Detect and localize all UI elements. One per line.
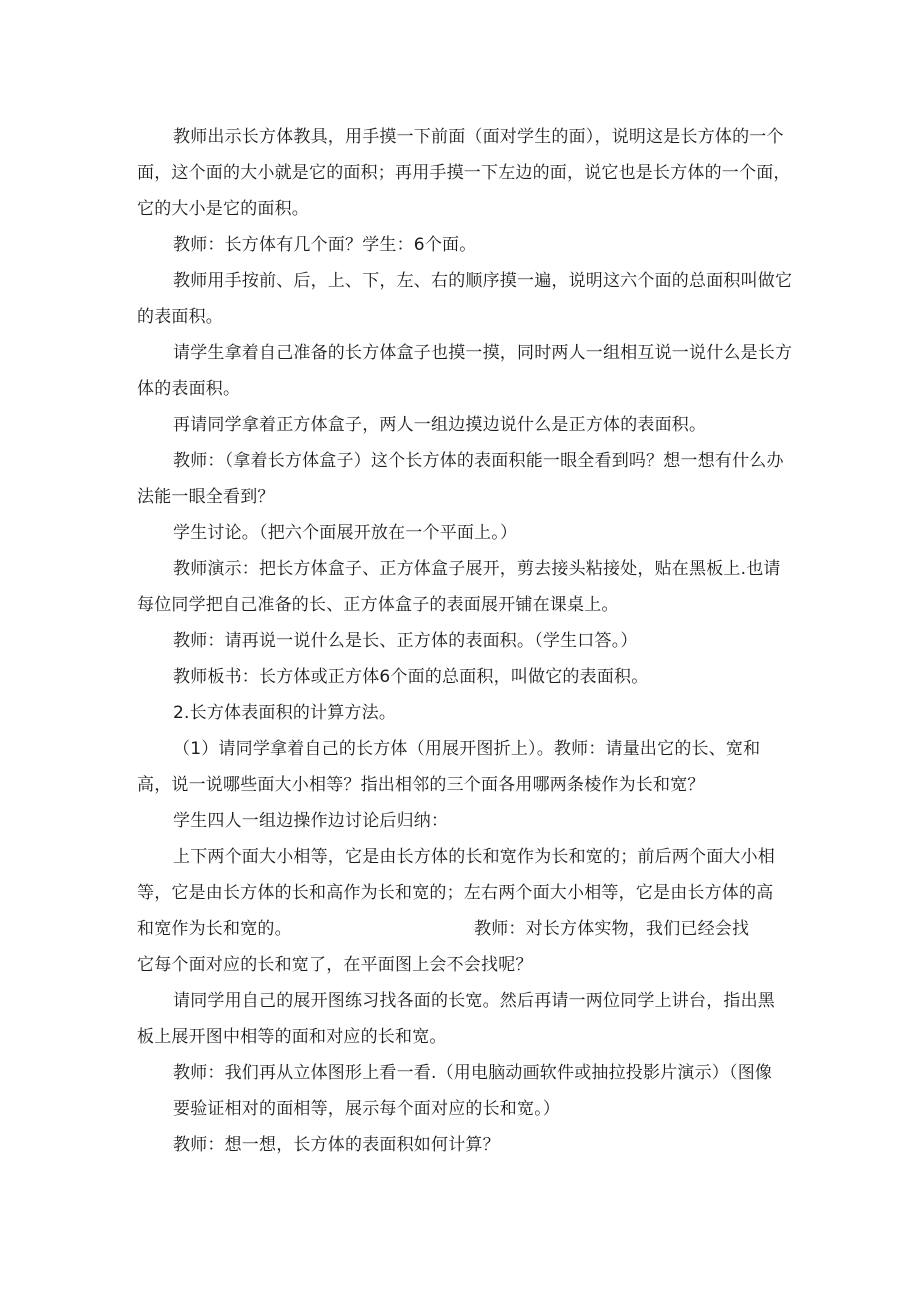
- paragraph-6-line-1: 教师：（拿着长方体盒子）这个长方体的表面积能一眼全看到吗？想一想有什么办: [173, 451, 784, 471]
- paragraph-10-line-1: 教师板书：长方体或正方体6个面的总面积，叫做它的表面积。: [173, 667, 649, 687]
- paragraph-4-line-2: 体的表面积。: [137, 379, 241, 399]
- paragraph-14-line-1: 上下两个面大小相等，它是由长方体的长和宽作为长和宽的；前后两个面大小相: [173, 847, 775, 867]
- paragraph-2-line-1: 教师：长方体有几个面？学生：6个面。: [173, 235, 477, 255]
- paragraph-3-line-1: 教师用手按前、后，上、下，左、右的顺序摸一遍，说明这六个面的总面积叫做它: [173, 271, 793, 291]
- paragraph-16-line-2: 要验证相对的面相等，展示每个面对应的长和宽。）: [173, 1099, 561, 1119]
- paragraph-8-line-1: 教师演示：把长方体盒子、正方体盒子展开，剪去接头粘接处，贴在黑板上.也请: [173, 559, 781, 579]
- paragraph-8-line-2: 每位同学把自己准备的长、正方体盒子的表面展开铺在课桌上。: [137, 595, 619, 615]
- paragraph-7-line-1: 学生讨论。（把六个面展开放在一个平面上。）: [173, 523, 518, 543]
- paragraph-1-line-1: 教师出示长方体教具，用手摸一下前面（面对学生的面），说明这是长方体的一个: [173, 127, 784, 147]
- paragraph-5-line-1: 再请同学拿着正方体盒子，两人一组边摸边说什么是正方体的表面积。: [173, 415, 707, 435]
- paragraph-9-line-1: 教师：请再说一说什么是长、正方体的表面积。（学生口答。）: [173, 631, 638, 651]
- paragraph-14-line-3-continued: 教师：对长方体实物，我们已经会找: [474, 919, 750, 939]
- paragraph-3-line-2: 的表面积。: [137, 307, 223, 327]
- paragraph-14-line-4: 它每个面对应的长和宽了，在平面图上会不会找呢？: [137, 955, 533, 975]
- paragraph-6-line-2: 法能一眼全看到？: [137, 487, 275, 507]
- paragraph-4-line-1: 请学生拿着自己准备的长方体盒子也摸一摸，同时两人一组相互说一说什么是长方: [173, 343, 793, 363]
- paragraph-14-line-2: 等，它是由长方体的长和高作为长和宽的；左右两个面大小相等，它是由长方体的高: [137, 883, 774, 903]
- paragraph-1-line-2: 面，这个面的大小就是它的面积；再用手摸一下左边的面，说它也是长方体的一个面，: [137, 163, 791, 183]
- paragraph-15-line-1: 请同学用自己的展开图练习找各面的长宽。然后再请一两位同学上讲台，指出黑: [173, 991, 775, 1011]
- paragraph-17-line-1: 教师：想一想，长方体的表面积如何计算？: [173, 1135, 500, 1155]
- paragraph-12-line-1: （1）请同学拿着自己的长方体（用展开图折上）。教师：请量出它的长、宽和: [173, 739, 761, 759]
- paragraph-14-line-3: 和宽作为长和宽的。: [137, 919, 292, 939]
- section-heading: 2.长方体表面积的计算方法。: [173, 703, 397, 723]
- paragraph-15-line-2: 板上展开图中相等的面和对应的长和宽。: [137, 1027, 447, 1047]
- paragraph-12-line-2: 高，说一说哪些面大小相等？指出相邻的三个面各用哪两条棱作为长和宽？: [137, 775, 705, 795]
- paragraph-16-line-1: 教师：我们再从立体图形上看一看.（用电脑动画软件或抽拉投影片演示）（图像: [173, 1063, 773, 1083]
- paragraph-13-line-1: 学生四人一组边操作边讨论后归纳：: [173, 811, 449, 831]
- paragraph-1-line-3: 它的大小是它的面积。: [137, 199, 309, 219]
